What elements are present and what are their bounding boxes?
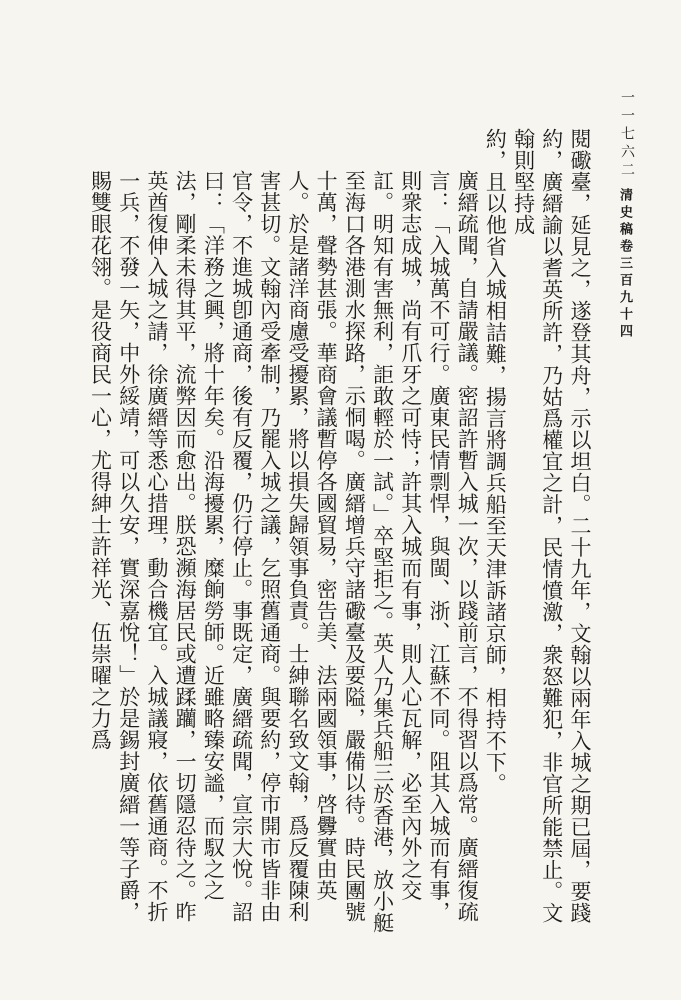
running-title: 清史稿卷三百九十四 <box>617 188 632 341</box>
paragraph-continuation: 約，且以他省入城相詰難，揚言將調兵船至天津訴諸京師，相持不下。 <box>483 128 508 795</box>
page-number: 一一七六二 <box>619 90 635 180</box>
paragraph-main: 廣縉疏聞，自請嚴議。密詔許暫入城一次，以踐前言，不得習以爲常。廣縉復疏言：「入城萬不可行。廣東民情剽悍，與閩、浙、江蘇不同。阻其入城而有事，則衆志成城，尚有爪牙之可恃；許其入城而有事，則人心瓦解，必至內外之交訌。明知有害無利，詎敢輕於一試。」卒堅拒之。英人乃集兵船三於香港，放小艇至海口各港測水探路，示恫喝。廣縉增兵守諸礮臺及要隘，嚴備以待。時民團號十萬，聲勢甚張。華商會議暫停各國貿易，密告美、法兩國領事，啓釁實由英人。於是諸洋商慮受擾累，將以損失歸領事負責。士紳聯名致文翰，爲反覆陳利害甚切。文翰內受牽制，乃罷入城之議，乞照舊通商。與要約，停市開市皆非由官令，不進城卽通商，後有反覆，仍行停止。事既定，廣縉疏聞，宣宗大悅。詔曰：「洋務之興，將十年矣。沿海擾累，糜餉勞師。近雖略臻安謐，而馭之之法，剛柔未得其平，流弊因而愈出。朕恐瀕海居民或遭蹂躪，一切隱忍待之。昨英酋復伸入城之請，徐廣縉等悉心措理，動合機宜。入城議寢，依舊通商。不折一兵，不發一矢，中外綏靖，可以久安，實深嘉悅！」於是錫封廣縉一等子爵，賜雙眼花翎。是役商民一心，尤得紳士許祥光、伍崇曜之力爲 <box>88 170 480 934</box>
opening-column: 閱礮臺，延見之，遂登其舟，示以坦白。二十九年，文翰以兩年入城之期已屆，要踐約，廣縉諭以耆英所許，乃姑爲權宜之計，民情憤激，衆怒難犯，非官所能禁止。文翰則堅持成 <box>511 128 592 924</box>
vertical-body-text <box>88 128 594 940</box>
